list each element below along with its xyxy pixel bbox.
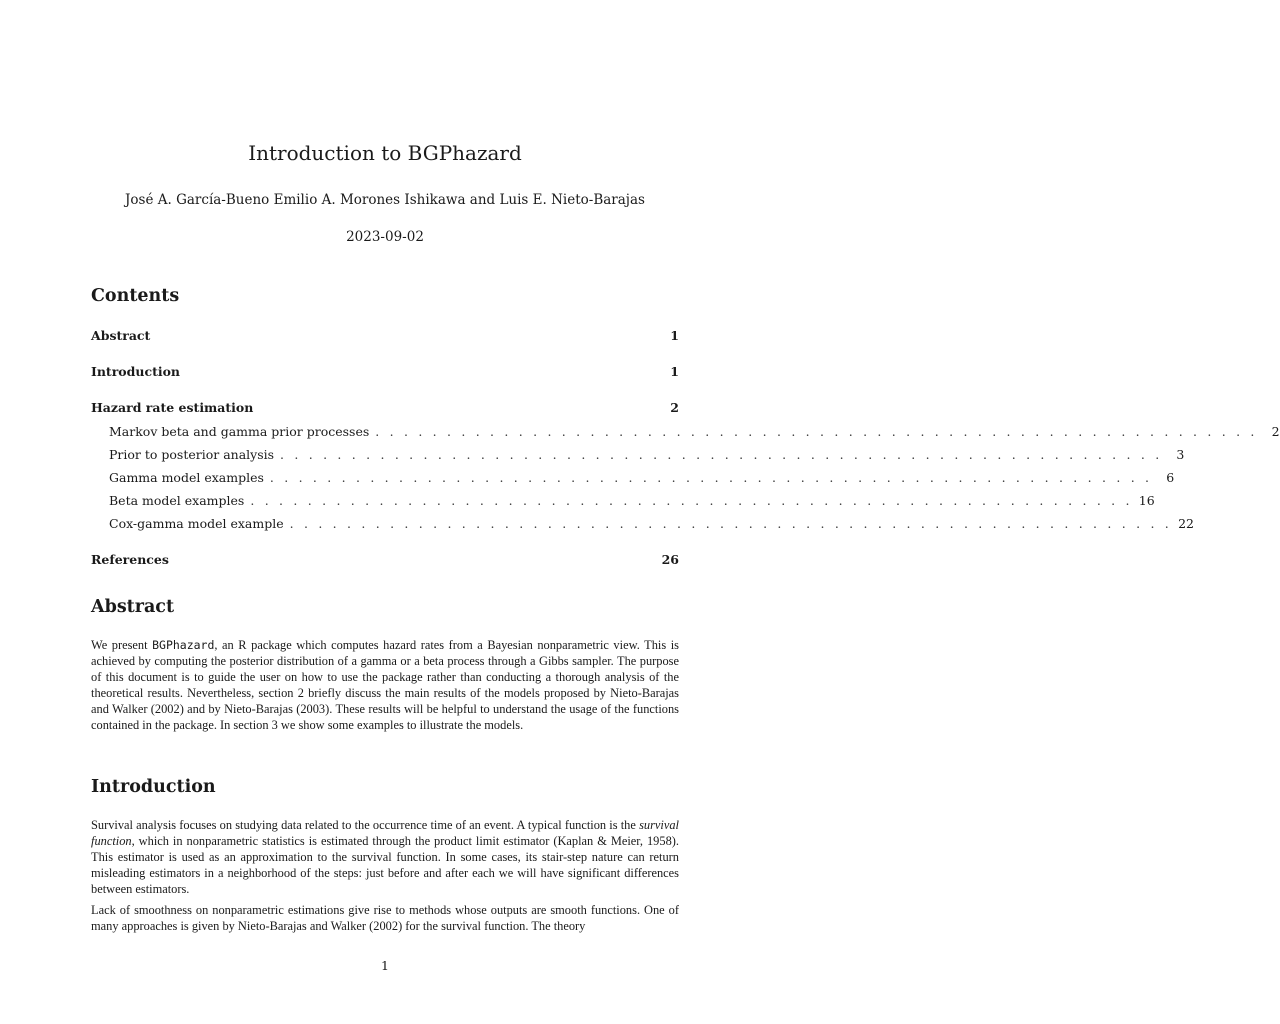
toc-page: 6: [1166, 470, 1175, 485]
toc-label: Hazard rate estimation: [91, 400, 254, 415]
toc-label: Prior to posterior analysis: [109, 447, 275, 462]
intro-text-emphasis: survival function: [91, 818, 679, 848]
toc-entry-references[interactable]: [91, 552, 679, 570]
toc-page: 1: [670, 328, 679, 343]
abstract-text-pre: We present: [91, 638, 153, 652]
toc-entry-markov-beta-gamma[interactable]: [109, 424, 1280, 442]
toc-page: 3: [1176, 447, 1185, 462]
page-number: 1: [381, 958, 389, 973]
toc-entry-introduction[interactable]: [91, 364, 679, 382]
toc-page: 2: [670, 400, 679, 415]
toc-leader-dots: . . . . . . . . . . . . . . . . . . . . . . . . . . . . . . . . . . . . . . . . . . . . . . . . . . . . . . . . . . . . . .: [280, 447, 1163, 462]
toc-leader-dots: . . . . . . . . . . . . . . . . . . . . . . . . . . . . . . . . . . . . . . . . . . . . . . . . . . . . . . . . . . . . . .: [375, 424, 1258, 439]
toc-page: 1: [670, 364, 679, 379]
introduction-paragraph-1: [91, 818, 679, 898]
toc-label: Introduction: [91, 364, 181, 379]
introduction-paragraph-2: Lack of smoothness on nonparametric estimations give rise to methods whose outputs are smooth functions. One of many approaches is given by Nieto-Barajas and Walker (2002) for the survival function. The theory: [91, 903, 679, 933]
toc-label: Markov beta and gamma prior processes: [109, 424, 370, 439]
intro-text-post: , which in nonparametric statistics is estimated through the product limit estimator (Kaplan & Meier, 1958). This estimator is used as an approximation to the survival function. In some cases, its stair-step nature can return misleading estimators in a neighborhood of the steps: just before and after each we will have significant differences between estimators.: [91, 833, 679, 896]
abstract-heading: Abstract: [91, 597, 175, 617]
toc-entry-abstract[interactable]: [91, 328, 679, 346]
toc-page: 16: [1138, 493, 1155, 508]
abstract-text-post: , an R package which computes hazard rates from a Bayesian nonparametric view. This is achieved by computing the posterior distribution of a gamma or a beta process through a Gibbs sampler. The purpose of this document is to guide the user on how to use the package rather than conducting a thorough analysis of the theoretical results. Nevertheless, section 2 briefly discuss the main results of the models proposed by Nieto-Barajas and Walker (2002) and by Nieto-Barajas (2003). These results will be helpful to understand the usage of the functions contained in the package. In section 3 we show some examples to illustrate the models.: [91, 638, 679, 732]
abstract-paragraph: [91, 638, 679, 733]
toc-entry-beta-model-examples[interactable]: [109, 493, 1155, 511]
intro-text-pre: Survival analysis focuses on studying data related to the occurrence time of an event. A typical function is the: [91, 818, 640, 832]
toc-label: Beta model examples: [109, 493, 245, 508]
introduction-heading: Introduction: [91, 777, 216, 797]
contents-heading: Contents: [91, 286, 180, 306]
toc-label: Gamma model examples: [109, 470, 264, 485]
toc-label: References: [91, 552, 169, 567]
toc-entry-gamma-model-examples[interactable]: [109, 470, 1175, 488]
document-title: Introduction to BGPhazard: [248, 141, 522, 165]
toc-leader-dots: . . . . . . . . . . . . . . . . . . . . . . . . . . . . . . . . . . . . . . . . . . . . . . . . . . . . . . . . . . . . . .: [289, 516, 1172, 531]
toc-leader-dots: . . . . . . . . . . . . . . . . . . . . . . . . . . . . . . . . . . . . . . . . . . . . . . . . . . . . . . . . . . . . . .: [269, 470, 1153, 485]
toc-page: 22: [1178, 516, 1194, 531]
toc-label: Abstract: [91, 328, 151, 343]
toc-page: 26: [661, 552, 679, 567]
toc-leader-dots: . . . . . . . . . . . . . . . . . . . . . . . . . . . . . . . . . . . . . . . . . . . . . . . . . . . . . . . . . . . . . .: [250, 493, 1133, 508]
toc-entry-hazard-rate-estimation[interactable]: [91, 400, 679, 418]
toc-label: Cox-gamma model example: [109, 516, 284, 531]
package-name-code: BGPhazard: [152, 638, 215, 652]
toc-page: 2: [1271, 424, 1280, 439]
document-authors: José A. García-Bueno Emilio A. Morones Ishikawa and Luis E. Nieto-Barajas: [125, 192, 645, 208]
toc-entry-cox-gamma-example[interactable]: [109, 516, 1194, 534]
document-date: 2023-09-02: [346, 229, 424, 245]
toc-entry-prior-to-posterior[interactable]: [109, 447, 1185, 465]
